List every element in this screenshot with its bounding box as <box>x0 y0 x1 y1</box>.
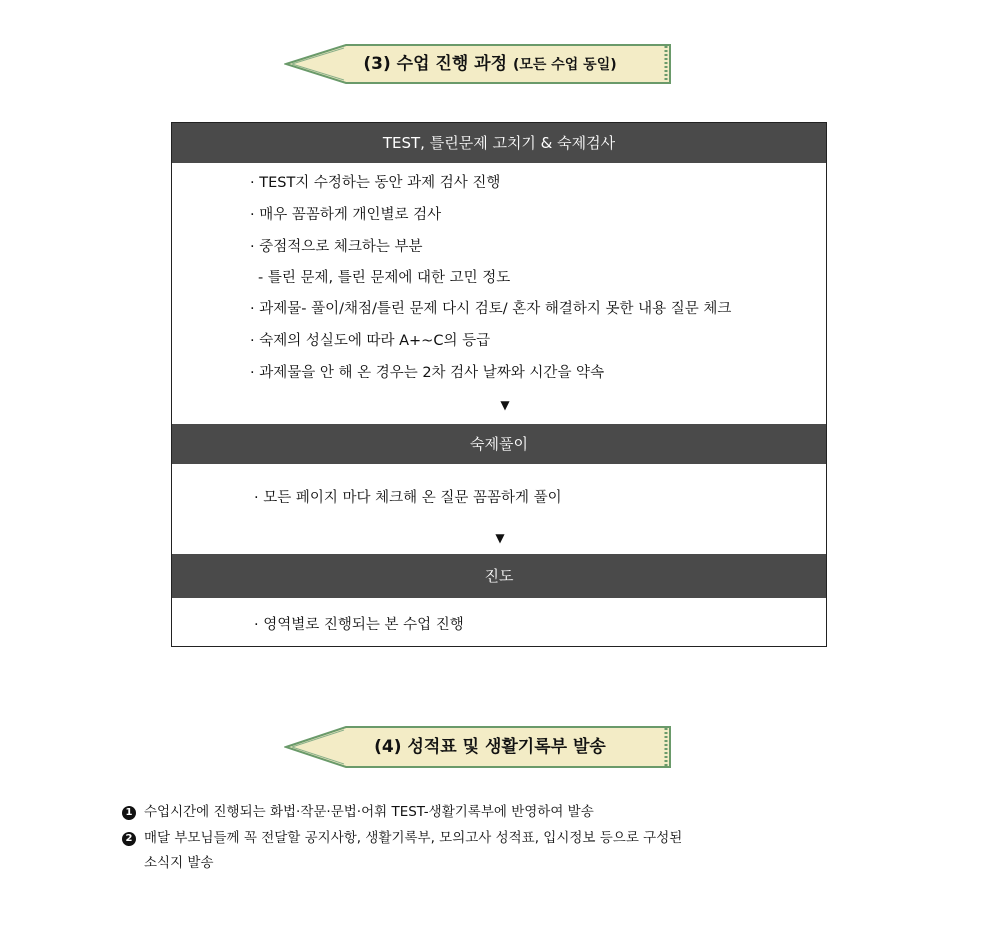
step-2-header: 숙제풀이 <box>172 424 826 464</box>
step-1-line-6: · 숙제의 성실도에 따라 A+~C의 등급 <box>250 333 491 349</box>
step-2-line-1: · 모든 페이지 마다 체크해 온 질문 꼼꼼하게 풀이 <box>254 490 562 506</box>
step-1-line-2-text: · 매우 꼼꼼하게 개인별로 검사 <box>250 207 442 223</box>
step-1-header: TEST, 틀린문제 고치기 & 숙제검사 <box>172 123 826 163</box>
step-1-line-1: · TEST지 수정하는 동안 과제 검사 진행 <box>250 175 501 191</box>
step-1-line-2 <box>250 203 441 224</box>
section-4-title: (4) 성적표 및 생활기록부 발송 <box>374 737 606 757</box>
step-3-header: 진도 <box>172 554 826 598</box>
note-2-continuation: 소식지 발송 <box>144 855 214 871</box>
process-flow-box <box>171 122 827 647</box>
section-3-title-main: (3) 수업 진행 과정 <box>363 54 508 74</box>
section-3-title-sub: (모든 수업 동일) <box>512 57 617 73</box>
section-3-banner <box>284 44 674 84</box>
section-4-banner <box>284 726 674 766</box>
note-1 <box>122 800 594 820</box>
step-3-line-1: · 영역별로 진행되는 본 수업 진행 <box>254 617 464 633</box>
section-3-title <box>314 44 666 84</box>
step-1-line-7: · 과제물을 안 해 온 경우는 2차 검사 날짜와 시간을 약속 <box>250 365 605 381</box>
filled-circle-number-icon: 2 <box>122 832 136 846</box>
down-triangle-icon: ▼ <box>495 531 505 545</box>
note-1-text: 수업시간에 진행되는 화법·작문·문법·어휘 TEST-생활기록부에 반영하여 발송 <box>144 804 594 820</box>
step-1-line-3: · 중점적으로 체크하는 부분 <box>250 239 423 255</box>
step-1-line-5: · 과제물- 풀이/채점/틀린 문제 다시 검토/ 혼자 해결하지 못한 내용 질문 체크 <box>250 301 732 317</box>
note-2-text: 매달 부모님들께 꼭 전달할 공지사항, 생활기록부, 모의고사 성적표, 입시정보 등으로 구성된 <box>144 830 683 846</box>
step-1-line-4: - 틀린 문제, 틀린 문제에 대한 고민 정도 <box>258 270 511 286</box>
note-2 <box>122 826 682 846</box>
filled-circle-number-icon: 1 <box>122 806 136 820</box>
down-triangle-icon: ▼ <box>500 398 510 412</box>
